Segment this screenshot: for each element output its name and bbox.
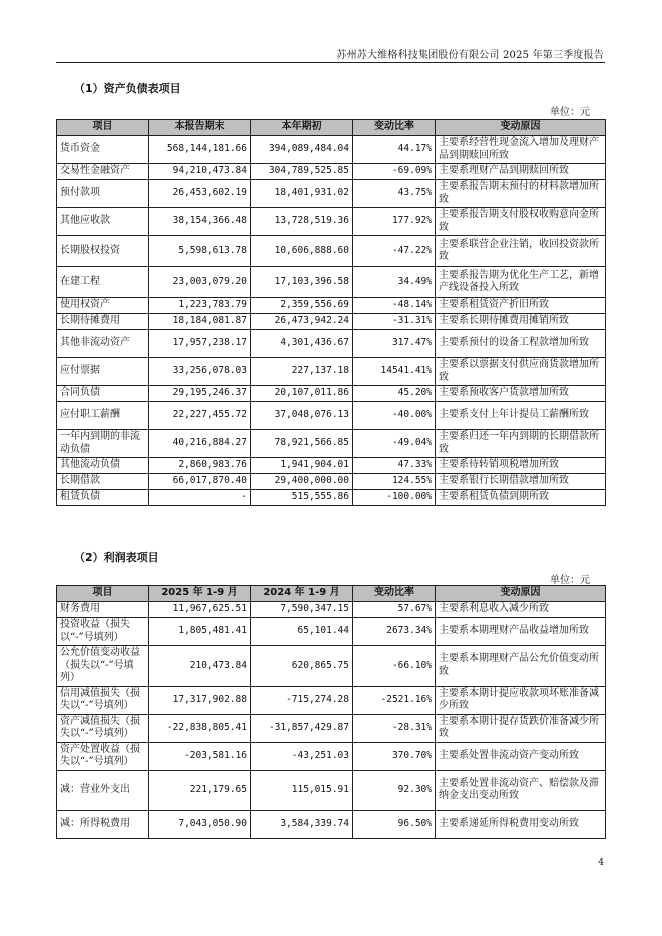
reason-cell: 主要系长期待摊费用摊销所致: [436, 314, 606, 330]
prior-value-cell: 115,015.91: [251, 770, 353, 810]
income-statement-table: [56, 585, 606, 839]
current-value-cell: 29,195,246.37: [149, 386, 251, 402]
column-header: 本年期初: [251, 120, 353, 136]
table-row: [57, 474, 606, 490]
reason-cell: 主要系本期计提存货跌价准备减少所致: [436, 714, 606, 742]
item-cell: 合同负债: [57, 386, 149, 402]
current-value-cell: 7,043,050.90: [149, 810, 251, 838]
reason-cell: 主要系联营企业注销，收回投资款所致: [436, 236, 606, 267]
column-header: 2025 年 1-9 月: [149, 586, 251, 602]
item-cell: 其他应收款: [57, 208, 149, 236]
current-value-cell: -22,838,805.41: [149, 714, 251, 742]
income-section-title: （2）利润表项目: [74, 551, 159, 564]
current-value-cell: 38,154,366.48: [149, 208, 251, 236]
reason-cell: 主要系以票据支付供应商货款增加所致: [436, 358, 606, 386]
column-header: 变动原因: [436, 120, 606, 136]
table-row: [57, 298, 606, 314]
item-cell: 减：营业外支出: [57, 770, 149, 810]
item-cell: 资产减值损失（损失以“-”号填列）: [57, 714, 149, 742]
column-header: 变动比率: [353, 586, 436, 602]
reason-cell: 主要系支付上年计提员工薪酬所致: [436, 402, 606, 430]
item-cell: 公允价值变动收益（损失以“-”号填列）: [57, 646, 149, 687]
current-value-cell: 94,210,473.84: [149, 164, 251, 180]
item-cell: 预付款项: [57, 180, 149, 208]
reason-cell: 主要系待转销项税增加所致: [436, 458, 606, 474]
reason-cell: 主要系租赁负债到期所致: [436, 490, 606, 506]
change-ratio-cell: 370.70%: [353, 742, 436, 770]
change-ratio-cell: 317.47%: [353, 330, 436, 358]
page-header: 苏州苏大维格科技集团股份有限公司 2025 年第三季度报告: [336, 50, 604, 61]
item-cell: 减：所得税费用: [57, 810, 149, 838]
table-row: [57, 742, 606, 770]
change-ratio-cell: 92.30%: [353, 770, 436, 810]
reason-cell: 主要系处置非流动资产变动所致: [436, 742, 606, 770]
prior-value-cell: 2,359,556.69: [251, 298, 353, 314]
item-cell: 信用减值损失（损失以“-”号填列）: [57, 686, 149, 714]
item-cell: 财务费用: [57, 602, 149, 618]
current-value-cell: 1,223,783.79: [149, 298, 251, 314]
prior-value-cell: -715,274.28: [251, 686, 353, 714]
current-value-cell: 11,967,625.51: [149, 602, 251, 618]
column-header: 项目: [57, 120, 149, 136]
table-row: [57, 208, 606, 236]
header-rule: [56, 62, 605, 63]
current-value-cell: 1,805,481.41: [149, 618, 251, 646]
item-cell: 在建工程: [57, 267, 149, 298]
prior-value-cell: 10,606,888.60: [251, 236, 353, 267]
item-cell: 应付职工薪酬: [57, 402, 149, 430]
change-ratio-cell: 44.17%: [353, 136, 436, 164]
table-row: [57, 618, 606, 646]
prior-value-cell: 227,137.18: [251, 358, 353, 386]
reason-cell: 主要系预收客户货款增加所致: [436, 386, 606, 402]
item-cell: 交易性金融资产: [57, 164, 149, 180]
item-cell: 一年内到期的非流动负债: [57, 430, 149, 458]
change-ratio-cell: -31.31%: [353, 314, 436, 330]
item-cell: 使用权资产: [57, 298, 149, 314]
prior-value-cell: 304,789,525.85: [251, 164, 353, 180]
reason-cell: 主要系递延所得税费用变动所致: [436, 810, 606, 838]
table-row: [57, 810, 606, 838]
table-header-row: [57, 586, 606, 602]
table-row: [57, 358, 606, 386]
reason-cell: 主要系租赁资产折旧所致: [436, 298, 606, 314]
balance-sheet-table: [56, 119, 606, 506]
prior-value-cell: 3,584,339.74: [251, 810, 353, 838]
change-ratio-cell: -69.09%: [353, 164, 436, 180]
change-ratio-cell: 96.50%: [353, 810, 436, 838]
column-header: 变动比率: [353, 120, 436, 136]
item-cell: 长期股权投资: [57, 236, 149, 267]
table-row: [57, 430, 606, 458]
prior-value-cell: 17,103,396.58: [251, 267, 353, 298]
table-row: [57, 386, 606, 402]
prior-value-cell: 13,728,519.36: [251, 208, 353, 236]
current-value-cell: 2,860,983.76: [149, 458, 251, 474]
current-value-cell: 22,227,455.72: [149, 402, 251, 430]
table-row: [57, 714, 606, 742]
prior-value-cell: 620,865.75: [251, 646, 353, 687]
change-ratio-cell: 43.75%: [353, 180, 436, 208]
table-row: [57, 236, 606, 267]
prior-value-cell: 4,301,436.67: [251, 330, 353, 358]
item-cell: 长期借款: [57, 474, 149, 490]
income-unit: 单位：元: [550, 575, 590, 586]
table-row: [57, 314, 606, 330]
item-cell: 投资收益（损失以“-”号填列）: [57, 618, 149, 646]
table-row: [57, 686, 606, 714]
reason-cell: 主要系本期理财产品收益增加所致: [436, 618, 606, 646]
change-ratio-cell: -2521.16%: [353, 686, 436, 714]
item-cell: 应付票据: [57, 358, 149, 386]
change-ratio-cell: 124.55%: [353, 474, 436, 490]
item-cell: 其他流动负债: [57, 458, 149, 474]
change-ratio-cell: -47.22%: [353, 236, 436, 267]
table-row: [57, 490, 606, 506]
table-row: [57, 770, 606, 810]
item-cell: 长期待摊费用: [57, 314, 149, 330]
current-value-cell: 23,003,079.20: [149, 267, 251, 298]
reason-cell: 主要系经营性现金流入增加及理财产品到期赎回所致: [436, 136, 606, 164]
change-ratio-cell: -100.00%: [353, 490, 436, 506]
table-row: [57, 602, 606, 618]
reason-cell: 主要系预付的设备工程款增加所致: [436, 330, 606, 358]
reason-cell: 主要系银行长期借款增加所致: [436, 474, 606, 490]
item-cell: 租赁负债: [57, 490, 149, 506]
balance-unit: 单位：元: [550, 107, 590, 118]
change-ratio-cell: 2673.34%: [353, 618, 436, 646]
change-ratio-cell: -28.31%: [353, 714, 436, 742]
reason-cell: 主要系报告期末预付的材料款增加所致: [436, 180, 606, 208]
current-value-cell: -203,581.16: [149, 742, 251, 770]
prior-value-cell: 29,400,000.00: [251, 474, 353, 490]
change-ratio-cell: 57.67%: [353, 602, 436, 618]
reason-cell: 主要系本期理财产品公允价值变动所致: [436, 646, 606, 687]
column-header: 项目: [57, 586, 149, 602]
current-value-cell: 17,317,902.88: [149, 686, 251, 714]
change-ratio-cell: 14541.41%: [353, 358, 436, 386]
prior-value-cell: 1,941,904.01: [251, 458, 353, 474]
prior-value-cell: 515,555.86: [251, 490, 353, 506]
change-ratio-cell: -49.04%: [353, 430, 436, 458]
table-row: [57, 402, 606, 430]
change-ratio-cell: -48.14%: [353, 298, 436, 314]
column-header: 变动原因: [436, 586, 606, 602]
prior-value-cell: 37,048,076.13: [251, 402, 353, 430]
table-row: [57, 164, 606, 180]
change-ratio-cell: 47.33%: [353, 458, 436, 474]
reason-cell: 主要系处置非流动资产、赔偿款及滞纳金支出变动所致: [436, 770, 606, 810]
current-value-cell: 26,453,602.19: [149, 180, 251, 208]
prior-value-cell: 20,107,011.86: [251, 386, 353, 402]
prior-value-cell: 26,473,942.24: [251, 314, 353, 330]
prior-value-cell: 78,921,566.85: [251, 430, 353, 458]
reason-cell: 主要系报告期为优化生产工艺，新增产线设备投入所致: [436, 267, 606, 298]
table-row: [57, 180, 606, 208]
current-value-cell: -: [149, 490, 251, 506]
column-header: 2024 年 1-9 月: [251, 586, 353, 602]
table-row: [57, 330, 606, 358]
prior-value-cell: 65,101.44: [251, 618, 353, 646]
table-row: [57, 267, 606, 298]
change-ratio-cell: -66.10%: [353, 646, 436, 687]
reason-cell: 主要系本期计提应收款项坏账准备减少所致: [436, 686, 606, 714]
current-value-cell: 33,256,078.03: [149, 358, 251, 386]
prior-value-cell: 394,089,484.04: [251, 136, 353, 164]
column-header: 本报告期末: [149, 120, 251, 136]
item-cell: 货币资金: [57, 136, 149, 164]
current-value-cell: 5,598,613.78: [149, 236, 251, 267]
current-value-cell: 221,179.65: [149, 770, 251, 810]
table-header-row: [57, 120, 606, 136]
balance-section-title: （1）资产负债表项目: [74, 82, 181, 95]
item-cell: 其他非流动资产: [57, 330, 149, 358]
prior-value-cell: 7,590,347.15: [251, 602, 353, 618]
page-number: 4: [598, 858, 604, 868]
current-value-cell: 210,473.84: [149, 646, 251, 687]
change-ratio-cell: 34.49%: [353, 267, 436, 298]
current-value-cell: 18,184,081.87: [149, 314, 251, 330]
current-value-cell: 568,144,181.66: [149, 136, 251, 164]
table-row: [57, 458, 606, 474]
change-ratio-cell: 45.20%: [353, 386, 436, 402]
reason-cell: 主要系理财产品到期赎回所致: [436, 164, 606, 180]
change-ratio-cell: 177.92%: [353, 208, 436, 236]
table-row: [57, 136, 606, 164]
prior-value-cell: 18,401,931.02: [251, 180, 353, 208]
current-value-cell: 17,957,238.17: [149, 330, 251, 358]
reason-cell: 主要系报告期支付股权收购意向金所致: [436, 208, 606, 236]
reason-cell: 主要系利息收入减少所致: [436, 602, 606, 618]
prior-value-cell: -43,251.03: [251, 742, 353, 770]
current-value-cell: 66,017,870.40: [149, 474, 251, 490]
current-value-cell: 40,216,884.27: [149, 430, 251, 458]
item-cell: 资产处置收益（损失以“-”号填列）: [57, 742, 149, 770]
prior-value-cell: -31,857,429.87: [251, 714, 353, 742]
change-ratio-cell: -40.00%: [353, 402, 436, 430]
reason-cell: 主要系归还一年内到期的长期借款所致: [436, 430, 606, 458]
table-row: [57, 646, 606, 687]
